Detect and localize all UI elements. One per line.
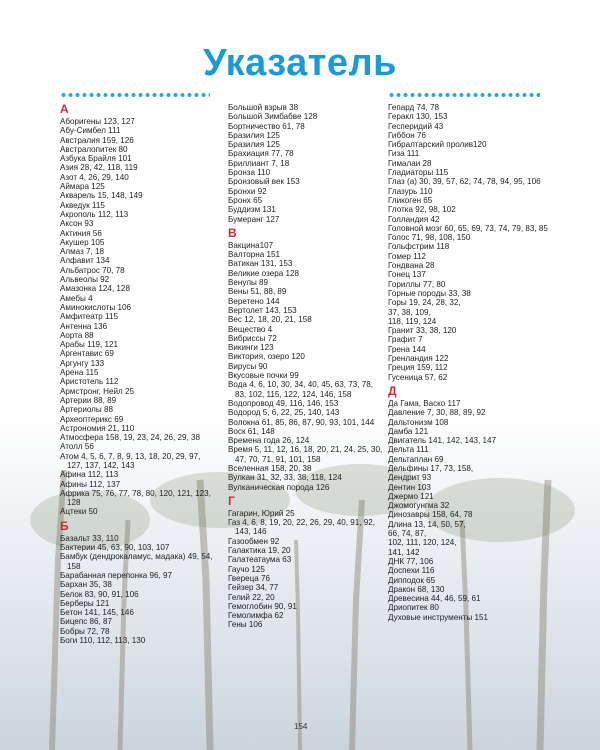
index-entry: Гиббон 76 xyxy=(388,130,426,140)
index-entry: Гондвана 28 xyxy=(388,261,435,271)
index-entry: Глаз (а) 30, 39, 57, 62, 74, 78, 94, 95, 106 xyxy=(388,177,541,187)
index-entry: Австралопитек 80 xyxy=(60,144,128,154)
index-entry: Гималаи 28 xyxy=(388,158,432,168)
index-entry: Гены 106 xyxy=(228,620,263,630)
index-entry: Акведук 115 xyxy=(60,200,105,210)
section-letter: В xyxy=(228,225,237,240)
index-entry: Водород 5, 6, 22, 25, 140, 143 xyxy=(228,408,340,418)
index-entry: Азот 4, 26, 29, 140 xyxy=(60,172,129,182)
index-entry: Гемолимфа 62 xyxy=(228,611,284,621)
index-entry: Дипподок 65 xyxy=(388,575,436,585)
index-entry: Боги 110, 112, 113, 130 xyxy=(60,636,146,646)
index-entry: Гесперидий 43 xyxy=(388,121,444,131)
index-entry: Глотка 92, 98, 102 xyxy=(388,205,456,215)
index-entry: Афина 112, 113 xyxy=(60,470,119,480)
index-entry: Голландия 42 xyxy=(388,214,440,224)
index-entry: Вибриссы 72 xyxy=(228,333,277,343)
index-entry: Алмаз 7, 18 xyxy=(60,247,105,257)
dotted-divider-right xyxy=(388,92,540,98)
index-entry: Горные породы 33, 38 xyxy=(388,288,471,298)
index-entry: Виктория, озеро 120 xyxy=(228,352,305,362)
index-entry: Джермо 121 xyxy=(388,491,434,501)
index-entry: Гусеница 57, 62 xyxy=(388,372,448,382)
index-entry: Буддизм 131 xyxy=(228,205,276,215)
index-entry: Время 5, 11, 12, 16, 18, 20, 21, 24, 25, 30, 47, 70, 71, 91, 101, 158 xyxy=(228,445,383,464)
index-entry: Двигатель 141, 142, 143, 147 xyxy=(388,436,496,446)
index-entry: Аксон 93 xyxy=(60,219,94,229)
dotted-divider-left xyxy=(60,92,210,98)
index-entry: Бриллиант 7, 18 xyxy=(228,158,290,168)
index-entry: Аорта 88 xyxy=(60,330,94,340)
index-entry: Гориллы 77, 80 xyxy=(388,279,446,289)
index-entry: Головной мозг 60, 65, 69, 73, 74, 79, 83, 85 xyxy=(388,223,548,233)
index-entry: Валторна 151 xyxy=(228,250,280,260)
index-entry: Гибралтарский пролив120 xyxy=(388,140,487,150)
index-entry: Гейзер 34, 77 xyxy=(228,583,279,593)
index-entry: Аристотель 112 xyxy=(60,377,119,387)
index-column-2 xyxy=(228,103,386,630)
index-entry: Азия 28, 42, 118, 119 xyxy=(60,163,138,173)
index-entry: Гагарин, Юрий 25 xyxy=(228,508,295,518)
index-entry: Бронзовый век 153 xyxy=(228,177,300,187)
index-entry: Вес 12, 18, 20, 21, 158 xyxy=(228,315,312,325)
index-entry: Ватикан 131, 153 xyxy=(228,259,293,269)
index-entry: Вертолет 143, 153 xyxy=(228,305,297,315)
index-entry: Времена года 26, 124 xyxy=(228,436,310,446)
index-entry: Графит 7 xyxy=(388,335,423,345)
index-entry: Бумеранг 127 xyxy=(228,214,280,224)
index-entry: ДНК 77, 106 xyxy=(388,556,434,566)
index-entry: Аймара 125 xyxy=(60,182,105,192)
index-entry: Волокна 61, 85, 86, 87, 90, 93, 101, 144 xyxy=(228,417,375,427)
index-entry: Бархан 35, 38 xyxy=(60,580,112,590)
index-entry: Берберы 121 xyxy=(60,598,110,608)
index-entry: Вулкан 31, 32, 33, 38, 118, 124 xyxy=(228,473,342,483)
index-entry: Гонец 137 xyxy=(388,270,426,280)
index-entry: Актиния 56 xyxy=(60,228,102,238)
index-entry: Альвеолы 92 xyxy=(60,275,110,285)
index-entry: Джомогунгма 32 xyxy=(388,501,450,511)
index-entry: Атолл 56 xyxy=(60,442,94,452)
index-entry: Газообмен 92 xyxy=(228,536,280,546)
index-entry: Дриопитек 80 xyxy=(388,603,439,613)
index-entry: Археоптерикс 69 xyxy=(60,414,124,424)
index-entry: Голос 71, 98, 108, 150 xyxy=(388,233,471,243)
index-entry: Бактерии 45, 63, 90, 103, 107 xyxy=(60,543,170,553)
index-entry: Бразилия 125 xyxy=(228,140,280,150)
index-entry: Галатеатаума 63 xyxy=(228,555,292,565)
index-entry: Арена 115 xyxy=(60,368,99,378)
index-entry: Гаучо 125 xyxy=(228,564,265,574)
index-entry: Аргунгу 133 xyxy=(60,358,105,368)
index-entry: Дельтаплан 69 xyxy=(388,454,444,464)
index-entry: Глазурь 110 xyxy=(388,186,433,196)
index-entry: Дельфины 17, 73, 158, xyxy=(388,463,474,473)
index-entry: Африка 75, 76, 77, 78, 80, 120, 121, 123, 128 xyxy=(60,488,211,508)
index-entry: Давление 7, 30, 88, 89, 92 xyxy=(388,408,486,418)
index-entry: Азбука Брайля 101 xyxy=(60,154,132,164)
index-column-1 xyxy=(60,103,218,645)
index-entry: Викинги 123 xyxy=(228,343,274,353)
index-entry: Аминокислоты 106 xyxy=(60,302,131,312)
index-entry: Большой взрыв 38 xyxy=(228,103,299,112)
index-entry: Грена 144 xyxy=(388,344,426,354)
index-entry: Гвереца 76 xyxy=(228,573,271,583)
index-entry: Гликоген 65 xyxy=(388,195,433,205)
index-entry: Вещество 4 xyxy=(228,324,273,334)
index-entry: Галактика 19, 20 xyxy=(228,546,291,556)
index-entry: Древесина 44, 46, 59, 61 xyxy=(388,594,481,604)
index-entry: Альбатрос 70, 78 xyxy=(60,265,125,275)
index-entry: Гепард 74, 78 xyxy=(388,103,440,112)
index-entry: Абу-Симбел 111 xyxy=(60,126,121,136)
index-entry: Да Гама, Васко 117 xyxy=(388,398,461,408)
index-entry: 118, 119, 124 xyxy=(388,316,437,326)
index-entry: 66, 74, 87, xyxy=(388,529,427,539)
index-entry: Барабанная перепонка 96, 97 xyxy=(60,570,173,580)
index-entry: Антенна 136 xyxy=(60,321,108,331)
index-entry: Вулканическая порода 126 xyxy=(228,482,330,492)
index-entry: Акрополь 112, 113 xyxy=(60,209,129,219)
index-column-3 xyxy=(388,103,548,622)
index-entry: Гелий 22, 20 xyxy=(228,592,275,602)
index-entry: Алфавит 134 xyxy=(60,256,110,266)
index-entry: Бортничество 61, 78 xyxy=(228,121,305,131)
index-entry: Бицепс 86, 87 xyxy=(60,617,113,627)
index-entry: Аборигены 123, 127 xyxy=(60,117,135,126)
section-letter: Д xyxy=(388,383,397,398)
section-letter: Б xyxy=(60,518,69,533)
index-entry: Доспехи 116 xyxy=(388,566,435,576)
index-entry: Базальт 33, 110 xyxy=(60,533,119,543)
index-entry: Атмосфера 158, 19, 23, 24, 26, 29, 38 xyxy=(60,433,200,443)
section-letter: А xyxy=(60,102,69,116)
index-entry: Великие озера 128 xyxy=(228,268,299,278)
index-entry: Дальтонизм 108 xyxy=(388,417,449,427)
index-entry: Гренландия 122 xyxy=(388,354,449,364)
index-entry: Вода 4, 6, 10, 30, 34, 40, 45, 63, 73, 78, 83, 102, 115, 122, 124, 146, 158 xyxy=(228,380,373,399)
index-entry: 102, 111, 120, 124, xyxy=(388,538,457,548)
index-entry: 37, 38, 109, xyxy=(388,307,431,317)
index-entry: Вселенная 158, 20, 38 xyxy=(228,463,312,473)
index-entry: Дельта 111 xyxy=(388,445,429,455)
index-entry: Акварель 15, 148, 149 xyxy=(60,191,143,201)
index-entry: Греция 159, 112 xyxy=(388,363,448,373)
index-entry: Вкусовые почки 99 xyxy=(228,371,299,381)
index-entry: Астрономия 21, 110 xyxy=(60,423,135,433)
index-entry: Амазонка 124, 128 xyxy=(60,284,130,294)
index-entry: Воск 61, 148 xyxy=(228,426,275,436)
index-entry: Бобры 72, 78 xyxy=(60,626,110,636)
page-title: Указатель xyxy=(202,42,398,84)
section-letter: Г xyxy=(228,493,235,508)
index-entry: Бразилия 125 xyxy=(228,130,280,140)
index-entry: Горы 19, 24, 28, 32, xyxy=(388,298,461,308)
index-entry: Бамбук (дендрокаламус, мадака) 49, 54, 158 xyxy=(60,552,213,571)
index-entry: Амфитеатр 115 xyxy=(60,312,118,322)
index-entry: Вирусы 90 xyxy=(228,361,268,371)
index-entry: Веретено 144 xyxy=(228,296,280,306)
index-entry: Гранит 33, 38, 120 xyxy=(388,326,457,336)
index-entry: Венулы 89 xyxy=(228,278,269,288)
index-entry: Брахиация 77, 78 xyxy=(228,149,294,159)
index-entry: Бронза 110 xyxy=(228,168,271,178)
index-entry: Дамба 121 xyxy=(388,426,429,436)
index-entry: Геракл 130, 153 xyxy=(388,112,448,122)
index-entry: Духовые инструменты 151 xyxy=(388,612,488,622)
index-entry: Динозавры 158, 64, 78 xyxy=(388,510,473,520)
index-entry: Вены 51, 88, 89 xyxy=(228,287,287,297)
index-entry: Атом 4, 5, 6, 7, 8, 9, 13, 18, 20, 29, 97, 127, 137, 142, 143 xyxy=(60,451,201,470)
index-entry: Бронх 65 xyxy=(228,195,263,205)
index-entry: Бронхи 92 xyxy=(228,186,267,196)
index-entry: Ацтеки 50 xyxy=(60,507,98,517)
index-entry: Дендрит 93 xyxy=(388,473,432,483)
index-entry: 141, 142 xyxy=(388,547,420,557)
index-entry: Гладиаторы 115 xyxy=(388,168,449,178)
index-entry: Афины 112, 137 xyxy=(60,479,121,489)
index-entry: Дентин 103 xyxy=(388,482,431,492)
index-entry: Гольфстрим 118 xyxy=(388,242,450,252)
index-entry: Армстронг, Нейл 25 xyxy=(60,386,134,396)
page-number: 154 xyxy=(294,722,308,731)
index-entry: Акушер 105 xyxy=(60,237,105,247)
index-entry: Артериолы 88 xyxy=(60,405,113,415)
index-entry: Амебы 4 xyxy=(60,293,93,303)
index-entry: Длина 13, 14, 50, 57, xyxy=(388,519,466,529)
index-entry: Вакцина107 xyxy=(228,240,274,250)
index-entry: Гемоглобин 90, 91 xyxy=(228,601,297,611)
index-entry: Бетон 141, 145, 146 xyxy=(60,608,134,618)
index-entry: Большой Зимбабве 128 xyxy=(228,112,318,122)
index-entry: Белок 83, 90, 91, 106 xyxy=(60,589,139,599)
index-entry: Дракон 68, 130 xyxy=(388,584,445,594)
index-entry: Австралия 159, 126 xyxy=(60,135,134,145)
index-entry: Гиза 111 xyxy=(388,149,420,159)
index-entry: Газ 4, 6, 8, 19, 20, 22, 26, 29, 40, 91, 92, 143, 146 xyxy=(228,518,376,537)
index-entry: Арабы 119, 121 xyxy=(60,340,119,350)
index-entry: Гомер 112 xyxy=(388,251,427,261)
index-entry: Водопровод 49, 116, 146, 153 xyxy=(228,398,339,408)
index-entry: Артерии 88, 89 xyxy=(60,395,117,405)
index-entry: Аргентавис 69 xyxy=(60,349,114,359)
